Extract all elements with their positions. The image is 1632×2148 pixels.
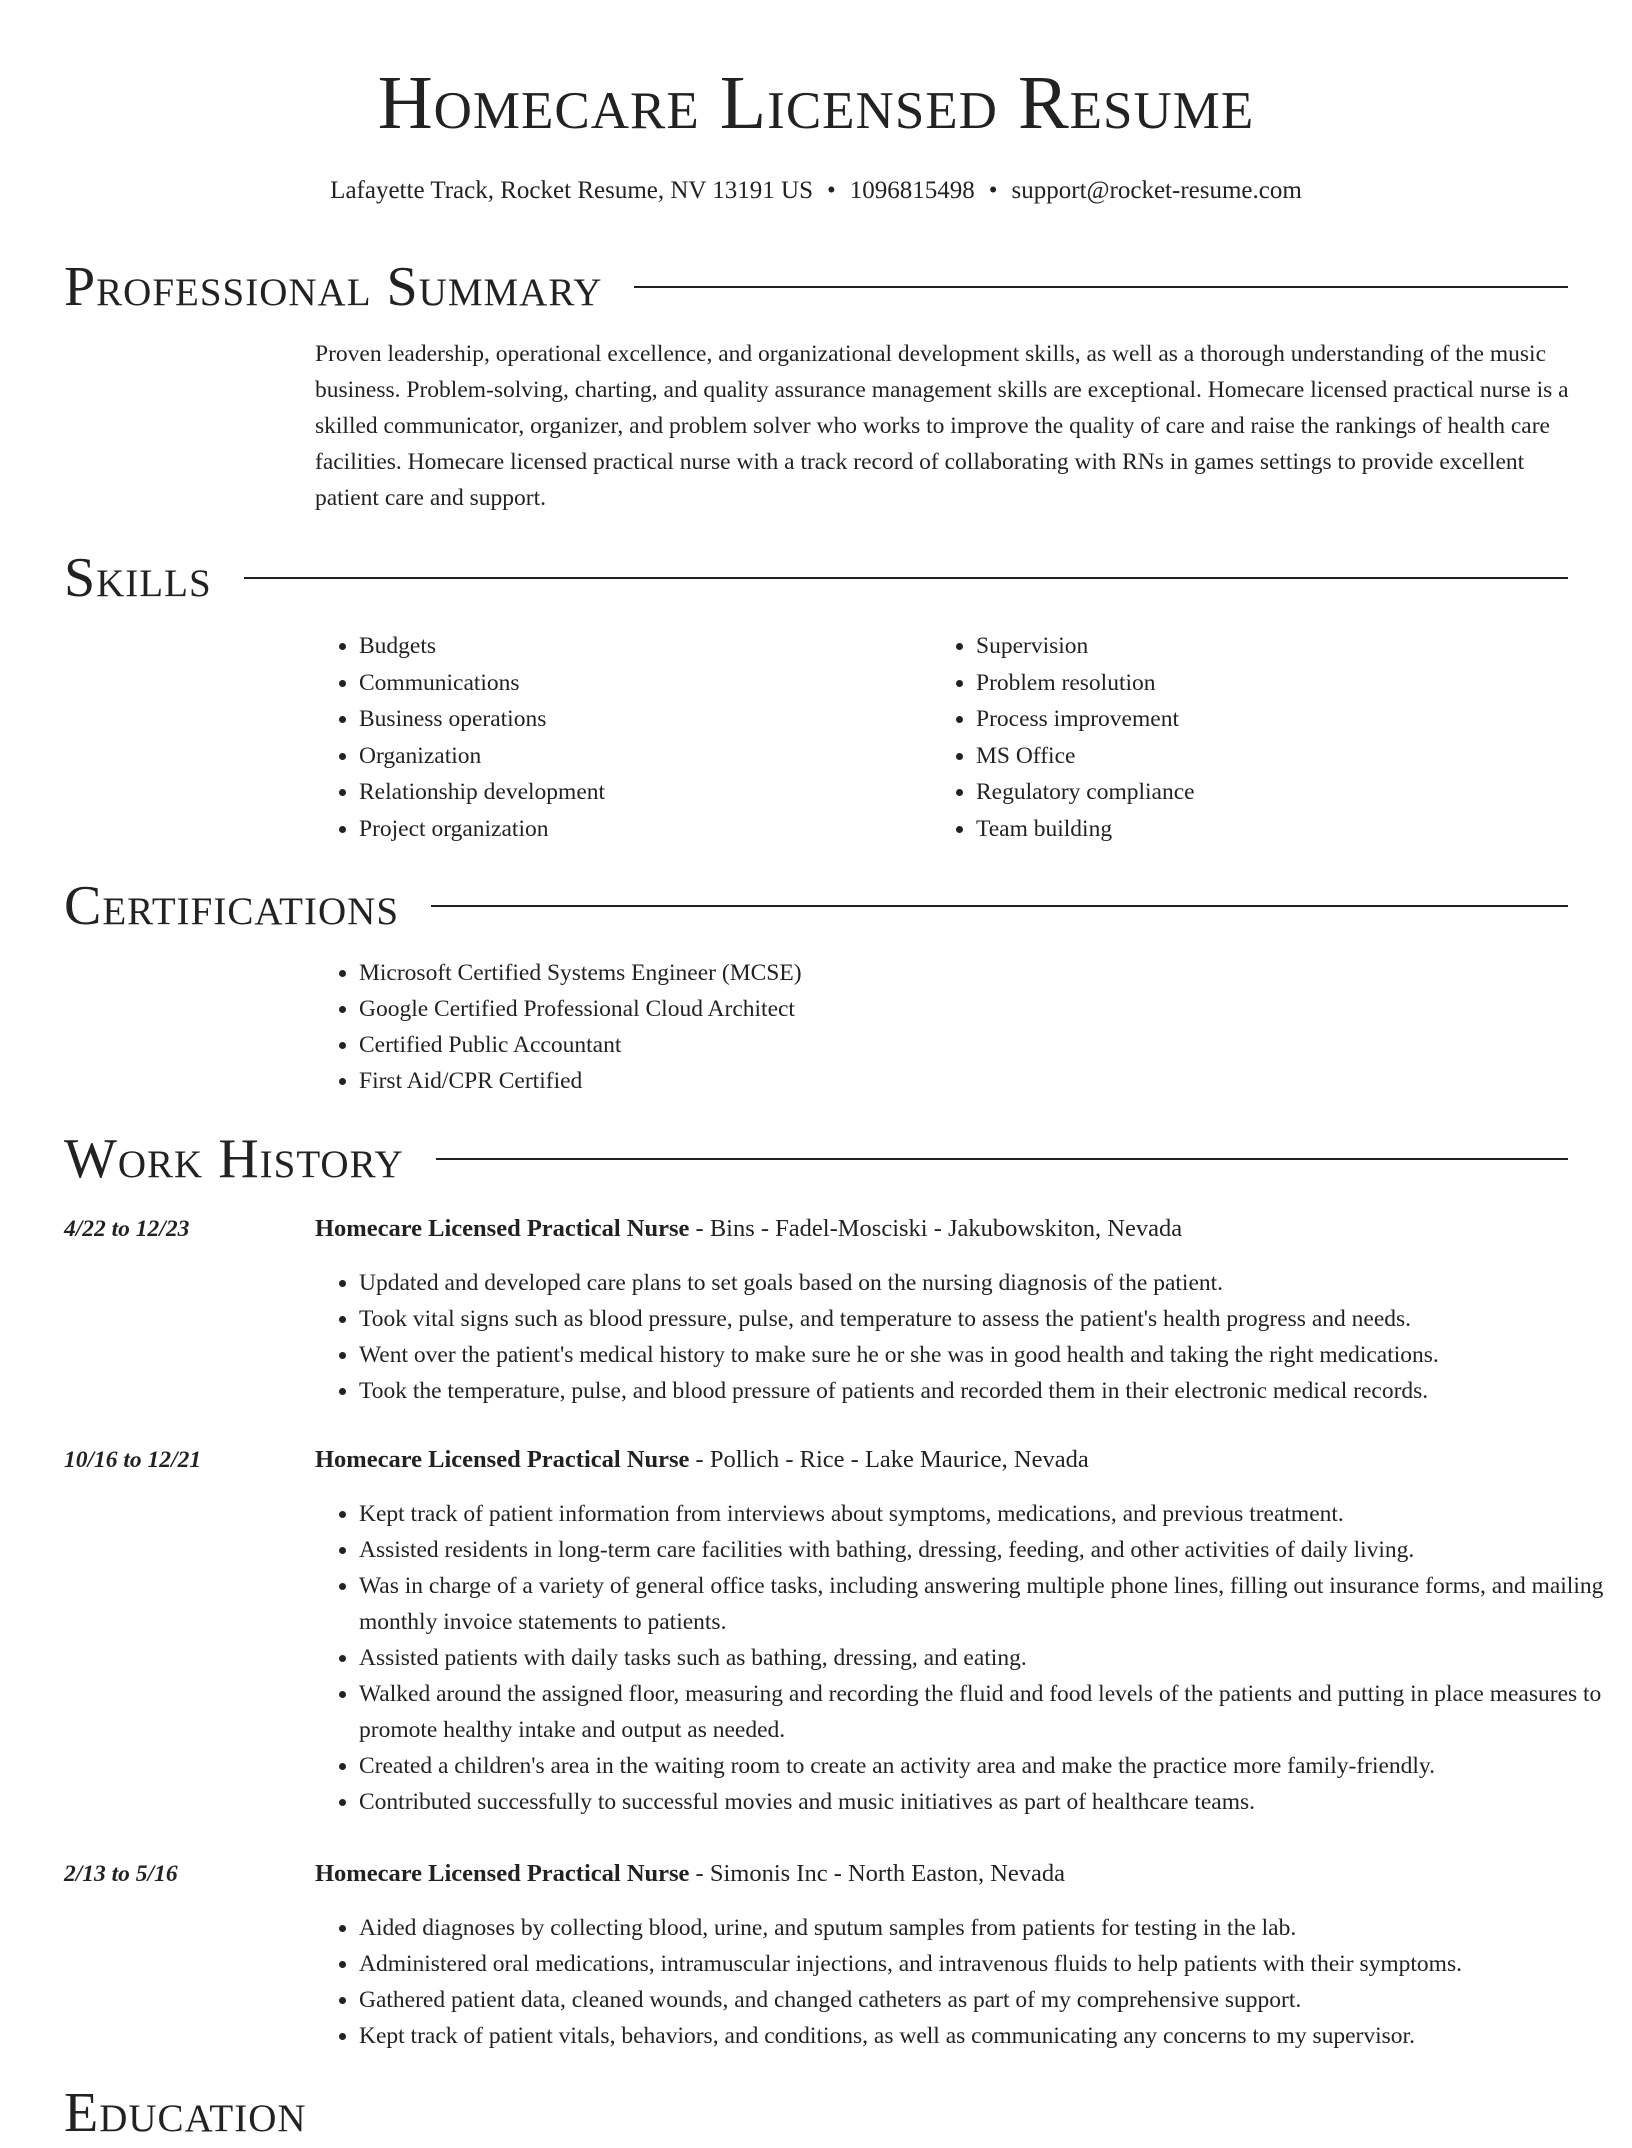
skills-column-right [932, 628, 1195, 847]
skill-item: • Process improvement [976, 701, 1195, 738]
resume-title: Homecare Licensed Resume [377, 61, 1255, 145]
skill-item: • Relationship development [359, 774, 605, 811]
job-duties [315, 1265, 1619, 1409]
skill-item: • Communications [359, 665, 605, 702]
contact-phone: 1096815498 [849, 177, 975, 204]
section-header-certifications [64, 871, 1568, 941]
contact-line [0, 174, 1632, 208]
skill-item: • MS Office [976, 738, 1195, 775]
skill-item: • Budgets [359, 628, 605, 665]
section-header-education [64, 2078, 1568, 2148]
job-header [315, 1442, 1089, 1478]
summary-text: Proven leadership, operational excellence, and organizational development skills, as well as a thorough understanding of the music business. Problem-solving, charting, and quality assurance management skills are exceptional. Homecare licensed practical nurse is a skilled communicator, organizer, and problem solver who works to improve the quality of care and raise the rankings of health care facilities. Homecare licensed practical nurse with a track record of collaborating with RNs in games settings to provide excellent patient care and support. [315, 341, 1569, 511]
job-header [315, 1856, 1065, 1892]
contact-separator: • [826, 177, 836, 204]
section-divider [431, 905, 1568, 907]
section-title-skills: Skills [64, 547, 212, 609]
skill-item: • Problem resolution [976, 665, 1195, 702]
section-header-summary [64, 252, 1568, 322]
section-header-skills [64, 543, 1568, 613]
job-duty: • Walked around the assigned floor, measuring and recording the fluid and food levels of the patients and putting in place measures to promote healthy intake and output as needed. [359, 1676, 1619, 1748]
section-divider [244, 577, 1568, 579]
section-divider [436, 1158, 1568, 1160]
section-title-work-history: Work History [64, 1128, 404, 1190]
job-duties [315, 1496, 1619, 1820]
job-company: - Bins - Fadel-Mosciski - Jakubowskiton, Nevada [689, 1215, 1183, 1242]
job-duty: • Administered oral medications, intramuscular injections, and intravenous fluids to help patients with their symptoms. [359, 1946, 1619, 1982]
job-duty: • Took the temperature, pulse, and blood pressure of patients and recorded them in their electronic medical records. [359, 1373, 1619, 1409]
job-duty: • Was in charge of a variety of general office tasks, including answering multiple phone lines, filling out insurance forms, and mailing monthly invoice statements to patients. [359, 1568, 1619, 1640]
certification-item: • Microsoft Certified Systems Engineer (MCSE) [359, 955, 802, 991]
job-company: - Simonis Inc - North Easton, Nevada [689, 1860, 1066, 1887]
section-divider [634, 286, 1568, 288]
skill-item: • Organization [359, 738, 605, 775]
contact-email: support@rocket-resume.com [1011, 177, 1302, 204]
job-title: Homecare Licensed Practical Nurse [315, 1446, 690, 1473]
section-header-work-history [64, 1124, 1568, 1194]
skill-item: • Project organization [359, 811, 605, 848]
certification-item: • Google Certified Professional Cloud Architect [359, 991, 802, 1027]
section-title-education: Education [64, 2082, 307, 2144]
skill-item: • Business operations [359, 701, 605, 738]
job-dates: 2/13 to 5/16 [64, 1861, 178, 1887]
job-company: - Pollich - Rice - Lake Maurice, Nevada [689, 1446, 1089, 1473]
job-duty: • Aided diagnoses by collecting blood, urine, and sputum samples from patients for testing in the lab. [359, 1910, 1619, 1946]
job-title: Homecare Licensed Practical Nurse [315, 1860, 690, 1887]
skills-column-left [315, 628, 605, 847]
job-duty: • Contributed successfully to successful movies and music initiatives as part of healthcare teams. [359, 1784, 1619, 1820]
job-duty: • Took vital signs such as blood pressure, pulse, and temperature to assess the patient's health progress and needs. [359, 1301, 1619, 1337]
section-title-certifications: Certifications [64, 875, 400, 937]
job-duty: • Went over the patient's medical history to make sure he or she was in good health and taking the right medications. [359, 1337, 1619, 1373]
job-duty: • Assisted patients with daily tasks such as bathing, dressing, and eating. [359, 1640, 1619, 1676]
job-duty: • Kept track of patient vitals, behaviors, and conditions, as well as communicating any concerns to my supervisor. [359, 2018, 1619, 2054]
certifications-list [315, 955, 802, 1099]
job-dates: 4/22 to 12/23 [64, 1216, 190, 1242]
job-duties [315, 1910, 1619, 2054]
job-duty: • Updated and developed care plans to set goals based on the nursing diagnosis of the patient. [359, 1265, 1619, 1301]
job-title: Homecare Licensed Practical Nurse [315, 1215, 690, 1242]
skill-item: • Team building [976, 811, 1195, 848]
certification-item: • Certified Public Accountant [359, 1027, 802, 1063]
contact-separator: • [988, 177, 998, 204]
job-duty: • Created a children's area in the waiting room to create an activity area and make the practice more family-friendly. [359, 1748, 1619, 1784]
skill-item: • Supervision [976, 628, 1195, 665]
job-duty: • Gathered patient data, cleaned wounds, and changed catheters as part of my comprehensive support. [359, 1982, 1619, 2018]
job-header [315, 1211, 1182, 1247]
certification-item: • First Aid/CPR Certified [359, 1063, 802, 1099]
job-duty: • Kept track of patient information from interviews about symptoms, medications, and previous treatment. [359, 1496, 1619, 1532]
job-dates: 10/16 to 12/21 [64, 1447, 202, 1473]
job-duty: • Assisted residents in long-term care facilities with bathing, dressing, feeding, and other activities of daily living. [359, 1532, 1619, 1568]
section-title-summary: Professional Summary [64, 256, 603, 318]
contact-address: Lafayette Track, Rocket Resume, NV 13191 US [330, 177, 813, 204]
skill-item: • Regulatory compliance [976, 774, 1195, 811]
